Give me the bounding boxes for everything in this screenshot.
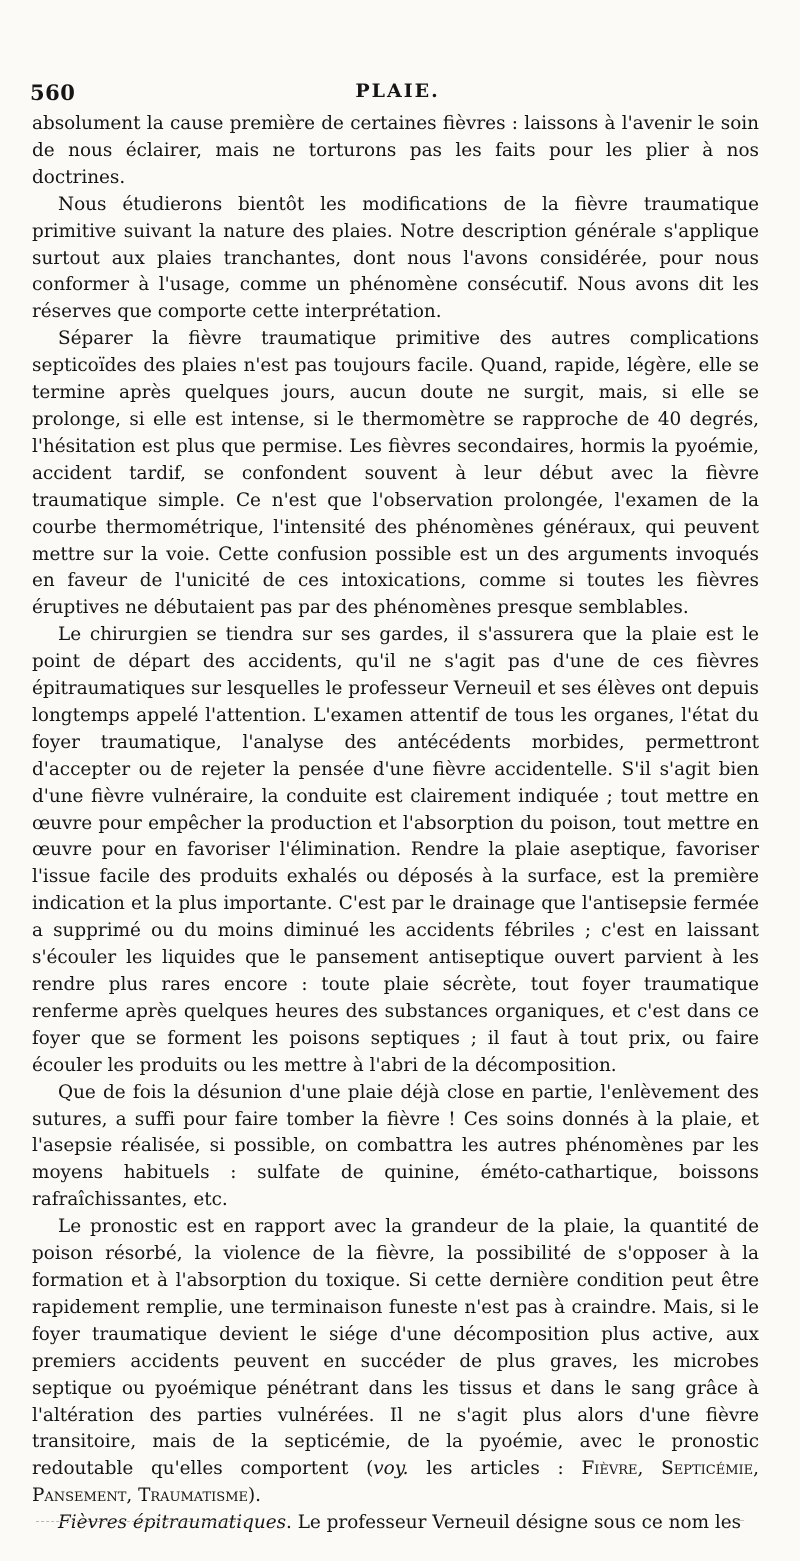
paragraph-epitraumatic-fevers — [32, 1510, 759, 1537]
running-title: PLAIE. — [355, 80, 440, 102]
footer-mark — [736, 1520, 744, 1521]
section-lead-title: Fièvres épitraumatiques — [58, 1512, 287, 1534]
paragraph-wound-care: Que de fois la désunion d'une plaie déjà close en partie, l'enlèvement des sutures, a suffi pour faire tomber la fièvre ! Ces soins donnés à la plaie, et l'asepsie réalisée, si possible, on combattra les autres phénomènes par les moyens habituels : sulfate de quinine, éméto-cathartique, boissons rafraîchissantes, etc. — [32, 1081, 759, 1211]
paragraph-continuation: absolument la cause première de certaines fièvres : laissons à l'avenir le soin de nous éclairer, mais ne torturons pas les faits pour les plier à nos doctrines. — [32, 113, 759, 188]
cross-ref-septicemie: Septicémie — [661, 1458, 754, 1480]
prognosis-text: Le pronostic est en rapport avec la grandeur de la plaie, la quantité de poison résorbé, la violence de la fièvre, la possibilité de s'opposer à la formation et à l'absorption du toxique. Si cette dernière condition peut être rapidement remplie, une terminaison funeste n'est pas à craindre. Mais, si le foyer traumatique devient le siége d'une décomposition plus active, aux premiers accidents peuvent en succéder de plus graves, les microbes septique ou pyoémique pénétrant dans les tissus et dans le sang grâce à l'altération des parties vulnérées. Il ne s'agit plus alors d'une fièvre transitoire, mais de la septicémie, de la pyoémie, avec le pronostic redoutable qu'elles comportent ( — [32, 1216, 759, 1480]
page-header — [30, 80, 765, 110]
cross-ref-traumatisme: Traumatisme — [138, 1485, 248, 1507]
page-number: 560 — [30, 80, 76, 105]
section-lead-separator: . — [286, 1512, 298, 1534]
articles-intro: les articles : — [408, 1458, 582, 1480]
paragraph-primitive-fever-modifications: Nous étudierons bientôt les modifications de la fièvre traumatique primitive suivant la nature des plaies. Notre description générale s'applique surtout aux plaies tranchantes, dont nous l'avons considérée, pour nous conformer à l'usage, comme un phénomène consécutif. Nous avons dit les réserves que comporte cette interprétation. — [32, 193, 759, 323]
section-lead-text: Le professeur Verneuil désigne sous ce nom les — [297, 1512, 742, 1534]
cross-ref-fievre: Fièvre — [581, 1458, 638, 1480]
cross-ref-separator: , — [126, 1485, 139, 1507]
voy-abbrev: voy. — [373, 1458, 409, 1480]
paragraph-distinguishing-fever: Séparer la fièvre traumatique primitive des autres complications septicoïdes des plaies n'est pas toujours facile. Quand, rapide, légère, elle se termine après quelques jours, aucun doute ne surgit, mais, si elle se prolonge, si elle est intense, si le thermomètre se rapproche de 40 degrés, l'hésitation est plus que permise. Les fièvres secondaires, hormis la pyoémie, accident tardif, se confondent souvent à leur début avec la fièvre traumatique simple. Ce n'est que l'observation prolongée, l'examen de la courbe thermométrique, l'intensité des phénomènes généraux, qui peuvent mettre sur la voie. Cette confusion possible est un des arguments invoqués en faveur de l'unicité de ces intoxications, comme si toutes les fièvres éruptives ne débutaient pas par des phénomènes presque semblables. — [32, 328, 759, 619]
cross-ref-separator: , — [753, 1458, 759, 1480]
footer-rule — [36, 1521, 246, 1522]
prognosis-closing: ). — [248, 1485, 262, 1507]
paragraph-prognosis — [32, 1214, 759, 1510]
cross-ref-pansement: Pansement — [32, 1485, 127, 1507]
paragraph-surgeon-conduct: Le chirurgien se tiendra sur ses gardes, il s'assurera que la plaie est le point de départ des accidents, qu'il ne s'agit pas d'une de ces fièvres épitraumatiques sur lesquelles le professeur Verneuil et ses élèves ont depuis longtemps appelé l'attention. L'examen attentif de tous les organes, l'état du foyer traumatique, l'analyse des antécédents morbides, permettront d'accepter ou de rejeter la pensée d'une fièvre accidentelle. S'il s'agit bien d'une fièvre vulnéraire, la conduite est clairement indiquée ; tout mettre en œuvre pour empêcher la production et l'absorption du poison, tout mettre en œuvre pour en favoriser l'élimination. Rendre la plaie aseptique, favoriser l'issue facile des produits exhalés ou déposés à la surface, est la première indication et la plus importante. C'est par le drainage que l'antisepsie fermée a supprimé ou du moins diminué les accidents fébriles ; c'est en laissant s'écouler les liquides que le pansement antiseptique ouvert parvient à les rendre plus rares encore : toute plaie sécrète, tout foyer traumatique renferme après quelques heures des substances organiques, et c'est dans ce foyer que se forment les poisons septiques ; il faut à tout prix, ou faire écouler les produits ou les mettre à l'abri de la décomposition. — [32, 624, 759, 1076]
body-text — [32, 111, 759, 1537]
cross-ref-separator: , — [637, 1458, 662, 1480]
